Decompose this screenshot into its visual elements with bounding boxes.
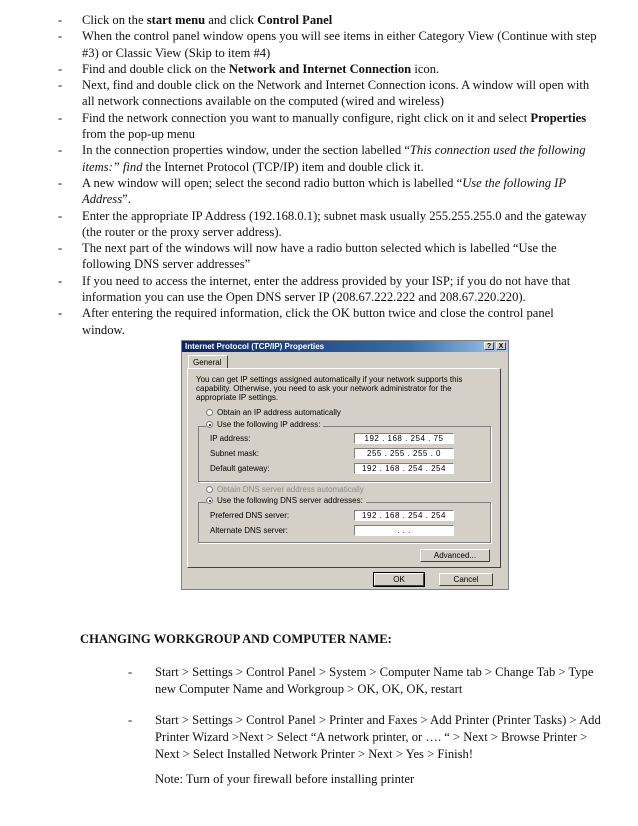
subnet-mask-label: Subnet mask:	[210, 449, 259, 458]
radio-use-dns-label: Use the following DNS server addresses:	[217, 496, 363, 505]
instruction-step: - Click on the start menu and click Control Panel	[58, 13, 333, 27]
step-text: Use the following IP Address	[82, 175, 566, 207]
step-text: Find the network connection you want to manually configure, right click on it and select	[82, 110, 531, 125]
radio-off-icon	[206, 486, 213, 493]
instruction-list	[58, 12, 598, 338]
step-text: Click on the	[82, 13, 147, 27]
radio-on-icon	[206, 497, 213, 504]
step-text: Properties	[530, 110, 587, 125]
step-text: The next part of the windows will now have a radio button selected which is labelled “Use the following DNS server addresses”	[82, 241, 557, 272]
step-text: ”.	[122, 192, 131, 207]
default-gateway-label: Default gateway:	[210, 464, 270, 473]
step-text: the Internet Protocol (TCP/IP) item and double click it.	[142, 159, 424, 174]
step-text: and click	[205, 13, 258, 27]
bottom-list-2	[128, 712, 603, 763]
radio-obtain-ip-auto[interactable]	[206, 408, 341, 417]
alternate-dns-label: Alternate DNS server:	[210, 526, 288, 535]
step-text: Enter the appropriate IP Address (192.168.0.1); subnet mask usually 255.255.255.0 and the gateway (the router or the proxy server address).	[82, 208, 587, 239]
step-text: After entering the required information, click the OK button twice and close the control panel window.	[82, 306, 554, 337]
instruction-step: - Enter the appropriate IP Address (192.168.0.1); subnet mask usually 255.255.255.0 and the gateway (the router or the proxy server address).	[58, 208, 587, 239]
step-text: Next, find and double click on the Network and Internet Connection icons. A window will open with all network connections available on the computed (wired and wireless)	[82, 78, 590, 109]
radio-on-icon	[206, 421, 213, 428]
radio-use-ip-label: Use the following IP address:	[217, 420, 321, 429]
step-text: start menu	[146, 13, 206, 27]
instruction-step: - When the control panel window opens you will see items in either Category View (Continue with step #3) or Classic View (Skip to item #4)	[58, 29, 597, 60]
instruction-step: - Find the network connection you want to manually configure, right click on it and select Properties from the pop-up menu	[58, 110, 587, 142]
radio-obtain-dns-label: Obtain DNS server address automatically	[217, 485, 364, 494]
step-text: A new window will open; select the second radio button which is labelled “	[82, 175, 463, 190]
subnet-mask-field[interactable]: 255 . 255 . 255 . 0	[354, 448, 454, 459]
close-icon[interactable]: X	[496, 342, 506, 350]
dns-group	[198, 502, 491, 543]
step-text: This connection used the following items:” find	[82, 143, 586, 174]
radio-off-icon	[206, 409, 213, 416]
instruction-step: - In the connection properties window, under the section labelled “This connection used the following items:” find the Internet Protocol (TCP/IP) item and double click it.	[58, 143, 586, 174]
step-text: Control Panel	[257, 13, 333, 27]
step-text: In the connection properties window, under the section labelled “	[82, 143, 410, 158]
radio-use-ip[interactable]	[206, 420, 323, 429]
step-text: from the pop-up menu	[82, 127, 195, 142]
step-text: icon.	[411, 61, 440, 76]
ip-address-field[interactable]: 192 . 168 . 254 . 75	[354, 433, 454, 444]
step-text: Network and Internet Connection	[228, 61, 412, 76]
list-item: - Start > Settings > Control Panel > Printer and Faxes > Add Printer (Printer Tasks) > Add Printer Wizard >Next > Select “A network printer, or …. “ > Next > Browse Printer > Next > Select Installed Network Printer > Next > Yes > Finish!	[128, 713, 601, 761]
dialog-title: Internet Protocol (TCP/IP) Properties	[185, 342, 325, 351]
preferred-dns-field[interactable]: 192 . 168 . 254 . 254	[354, 510, 454, 521]
advanced-button[interactable]: Advanced...	[420, 549, 490, 562]
bottom-list-1	[128, 664, 603, 698]
section-heading: CHANGING WORKGROUP AND COMPUTER NAME:	[80, 632, 392, 646]
step-text: If you need to access the internet, enter the address provided by your ISP; if you do not have that information you can use the Open DNS server IP (208.67.222.222 and 208.67.220.220).	[82, 273, 571, 305]
ok-button[interactable]: OK	[374, 573, 424, 586]
radio-use-dns[interactable]	[206, 496, 366, 505]
step-text: When the control panel window opens you will see items in either Category View (Continue with step #3) or Classic View (Skip to item #4)	[82, 29, 597, 60]
dialog-title-bar	[182, 341, 508, 352]
tab-general[interactable]: General	[188, 355, 228, 368]
instruction-step: - The next part of the windows will now have a radio button selected which is labelled “Use the following DNS server addresses”	[58, 241, 557, 272]
list-item: - Start > Settings > Control Panel > System > Computer Name tab > Change Tab > Type new Computer Name and Workgroup > OK, OK, OK, restart	[128, 665, 594, 696]
radio-obtain-dns-auto[interactable]	[206, 485, 364, 494]
cancel-button[interactable]: Cancel	[439, 573, 493, 586]
instruction-step: - Next, find and double click on the Network and Internet Connection icons. A window will open with all network connections available on the computed (wired and wireless)	[58, 78, 590, 109]
alternate-dns-field[interactable]: . . .	[354, 525, 454, 536]
preferred-dns-label: Preferred DNS server:	[210, 511, 290, 520]
dialog-intro-text: You can get IP settings assigned automatically if your network supports this capability. Otherwise, you need to ask your network administrator for the appropriate IP settings.	[196, 375, 463, 402]
help-icon[interactable]: ?	[484, 342, 494, 350]
note-text: Note: Turn of your firewall before installing printer	[155, 772, 415, 786]
radio-obtain-ip-label: Obtain an IP address automatically	[217, 408, 341, 417]
instruction-step: - If you need to access the internet, enter the address provided by your ISP; if you do not have that information you can use the Open DNS server IP (208.67.222.222 and 208.67.220.220).	[58, 273, 571, 305]
default-gateway-field[interactable]: 192 . 168 . 254 . 254	[354, 463, 454, 474]
instruction-step: - Find and double click on the Network and Internet Connection icon.	[58, 61, 440, 76]
instruction-step: - After entering the required information, click the OK button twice and close the control panel window.	[58, 306, 554, 337]
ip-address-label: IP address:	[210, 434, 251, 443]
tcpip-properties-dialog	[181, 340, 509, 590]
step-text: Find and double click on the	[82, 61, 229, 76]
instruction-step: - A new window will open; select the second radio button which is labelled “Use the following IP Address”.	[58, 175, 566, 207]
